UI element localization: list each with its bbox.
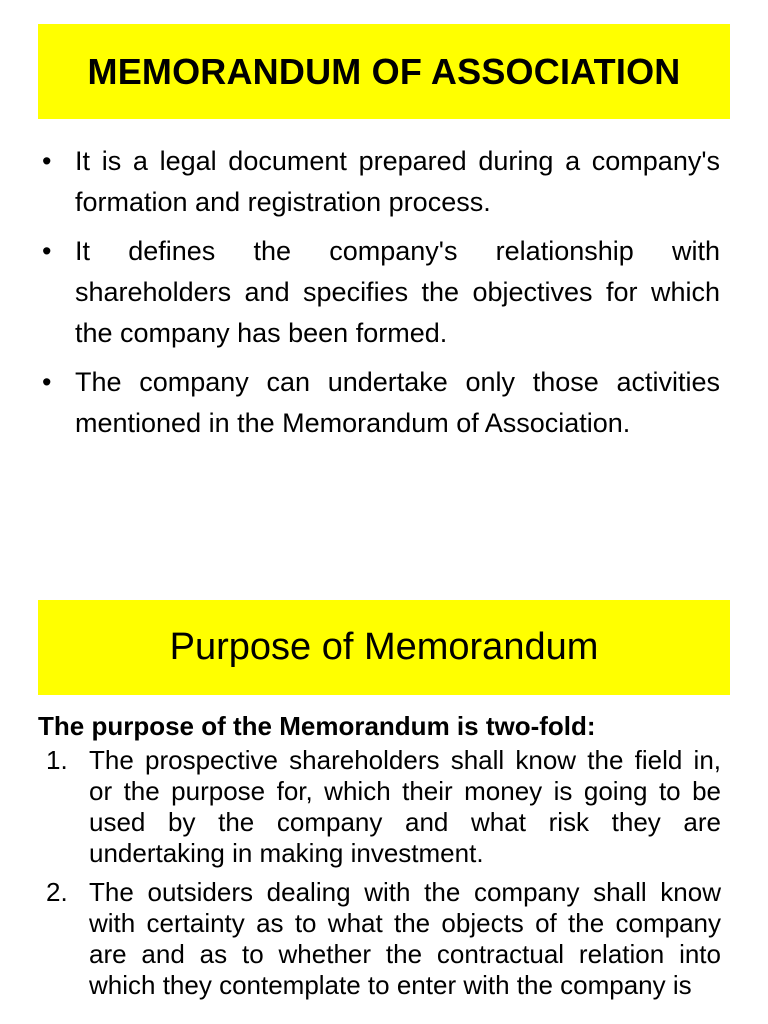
numbered-list [38, 745, 730, 1001]
bullet-text: It is a legal document prepared during a company's formation and registration process. [75, 146, 720, 217]
item-number: 2. [46, 877, 68, 907]
bullet-text: The company can undertake only those activities mentioned in the Memorandum of Association. [75, 367, 720, 438]
item-text: The outsiders dealing with the company shall know with certainty as to what the objects of the company are and as to whether the contractual relation into which they contemplate to enter with the company is [89, 877, 721, 1000]
bullet-item [38, 231, 720, 354]
title-banner [38, 24, 730, 119]
lead-heading: The purpose of the Memorandum is two-fold: [38, 711, 596, 741]
slide-title: MEMORANDUM OF ASSOCIATION [87, 50, 681, 92]
bullet-text: It defines the company's relationship with shareholders and specifies the objectives for which the company has been formed. [75, 236, 720, 348]
bullet-item [38, 362, 720, 444]
numbered-item [38, 745, 721, 869]
slide-memorandum-of-association [38, 24, 730, 452]
slide-title: Purpose of Memorandum [169, 626, 599, 668]
bullet-list [38, 141, 730, 444]
item-number: 1. [46, 745, 68, 775]
title-banner [38, 600, 730, 695]
bullet-marker: • [42, 367, 52, 397]
bullet-marker: • [42, 146, 52, 176]
item-text: The prospective shareholders shall know the field in, or the purpose for, which their money is going to be used by the company and what risk they are undertaking in making investment. [89, 745, 721, 868]
bullet-item [38, 141, 720, 223]
slide-purpose-of-memorandum [38, 600, 730, 1009]
bullet-marker: • [42, 236, 52, 266]
numbered-item [38, 877, 721, 1001]
